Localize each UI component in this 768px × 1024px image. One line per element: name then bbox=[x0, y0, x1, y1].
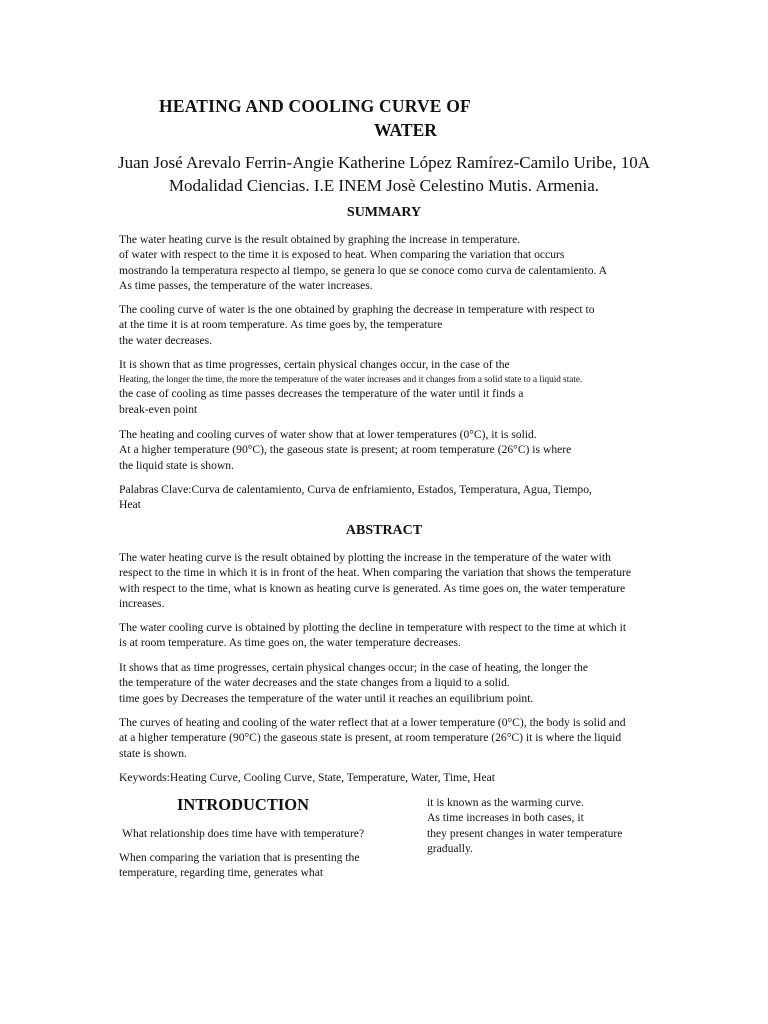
abstract-paragraph-4 bbox=[119, 715, 626, 761]
abstract-paragraph-1 bbox=[119, 550, 631, 612]
text-line: The water cooling curve is obtained by plotting the decline in temperature with respect to the time at which it bbox=[119, 621, 627, 634]
text-line: temperature, regarding time, generates what bbox=[119, 866, 324, 880]
abstract-heading: ABSTRACT bbox=[345, 523, 423, 538]
text-line: The cooling curve of water is the one obtained by graphing the decrease in temperature with respect to bbox=[119, 303, 595, 316]
text-line: state is shown. bbox=[119, 746, 187, 760]
text-line: The curves of heating and cooling of the water reflect that at a lower temperature (0°C), the body is solid and bbox=[119, 716, 626, 729]
text-line: When comparing the variation that is presenting the bbox=[119, 851, 360, 864]
text-line: time goes by Decreases the temperature of the water until it reaches an equilibrium point. bbox=[119, 691, 534, 705]
abstract-keywords: Keywords:Heating Curve, Cooling Curve, State, Temperature, Water, Time, Heat bbox=[119, 771, 496, 784]
text-line: the case of cooling as time passes decreases the temperature of the water until it finds a bbox=[119, 387, 524, 401]
text-line: is at room temperature. As time goes on, the water temperature decreases. bbox=[119, 636, 461, 650]
summary-paragraph-3 bbox=[119, 357, 582, 417]
text-line: the water decreases. bbox=[119, 333, 213, 347]
text-line: The water heating curve is the result obtained by plotting the increase in the temperature of the water with bbox=[119, 551, 611, 564]
introduction-heading: INTRODUCTION bbox=[177, 795, 310, 814]
text-line: The water heating curve is the result obtained by graphing the increase in temperature. bbox=[119, 233, 521, 246]
text-line-small: Heating, the longer the time, the more the temperature of the water increases and it changes from a solid state to a liquid state. bbox=[119, 374, 583, 385]
text-line: break-even point bbox=[119, 402, 198, 416]
introduction-left-paragraph bbox=[119, 850, 360, 881]
summary-paragraph-2 bbox=[119, 302, 595, 348]
text-line: At a higher temperature (90°C), the gaseous state is present; at room temperature (26°C) is where bbox=[119, 443, 572, 457]
paper-title-line-2: WATER bbox=[374, 120, 437, 140]
text-line: respect to the time in which it is in front of the heat. When comparing the variation that shows the temperature bbox=[119, 566, 632, 580]
summary-paragraph-1 bbox=[119, 232, 607, 294]
text-line: increases. bbox=[119, 597, 165, 611]
summary-paragraph-4 bbox=[119, 427, 571, 473]
summary-heading: SUMMARY bbox=[346, 205, 422, 220]
text-line: As time passes, the temperature of the water increases. bbox=[119, 279, 373, 293]
abstract-paragraph-3 bbox=[119, 660, 588, 706]
text-line: The heating and cooling curves of water show that at lower temperatures (0°C), it is solid. bbox=[119, 428, 537, 441]
text-line: they present changes in water temperature bbox=[427, 826, 623, 840]
text-line: As time increases in both cases, it bbox=[427, 811, 584, 825]
paper-title-line-1: HEATING AND COOLING CURVE OF bbox=[159, 96, 471, 116]
text-line: with respect to the time, what is known as heating curve is generated. As time goes on, the water temperature bbox=[119, 581, 626, 595]
introduction-question: What relationship does time have with temperature? bbox=[122, 827, 365, 840]
authors-line-2: Modalidad Ciencias. I.E INEM Josè Celestino Mutis. Armenia. bbox=[168, 176, 600, 195]
text-line: it is known as the warming curve. bbox=[427, 796, 584, 809]
text-line: the temperature of the water decreases and the state changes from a liquid to a solid. bbox=[119, 676, 510, 690]
text-line: at a higher temperature (90°C) the gaseous state is present, at room temperature (26°C) it is where the liquid bbox=[119, 731, 622, 745]
text-line: mostrando la temperatura respecto al tiempo, se genera lo que se conoce como curva de calentamiento. A bbox=[119, 263, 608, 277]
authors-line-1: Juan José Arevalo Ferrin-Angie Katherine López Ramírez-Camilo Uribe, 10A bbox=[117, 153, 651, 172]
text-line: Heat bbox=[119, 498, 141, 512]
text-line: It shows that as time progresses, certain physical changes occur; in the case of heating, the longer the bbox=[119, 661, 589, 674]
text-line: at the time it is at room temperature. As time goes by, the temperature bbox=[119, 318, 443, 332]
text-line: Palabras Clave:Curva de calentamiento, Curva de enfriamiento, Estados, Temperatura, Agua, Tiempo, bbox=[119, 483, 592, 496]
text-line: of water with respect to the time it is exposed to heat. When comparing the variation that occurs bbox=[119, 248, 565, 262]
text-line: It is shown that as time progresses, certain physical changes occur, in the case of the bbox=[119, 358, 510, 371]
summary-keywords bbox=[119, 482, 592, 513]
introduction-right-paragraph bbox=[427, 795, 622, 857]
text-line: the liquid state is shown. bbox=[119, 458, 234, 472]
text-line: gradually. bbox=[427, 842, 473, 856]
authors-block bbox=[70, 151, 698, 197]
abstract-paragraph-2 bbox=[119, 620, 626, 651]
